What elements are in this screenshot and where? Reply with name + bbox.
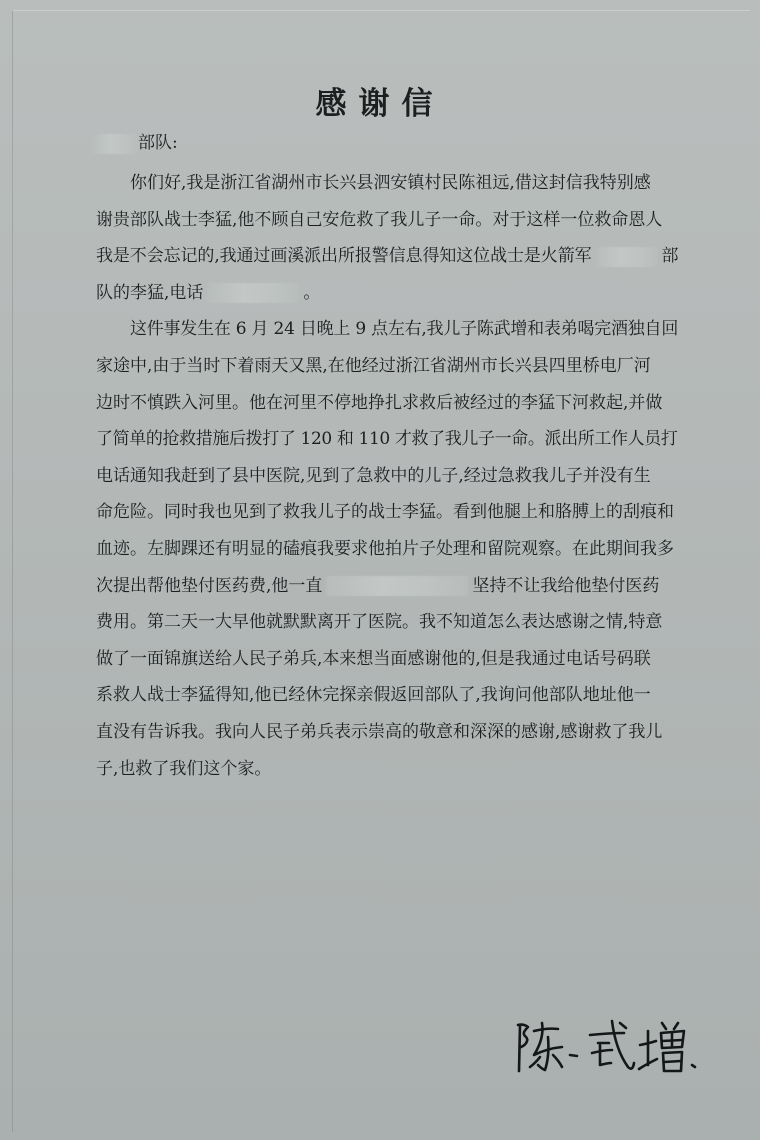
letter-line-text: 边时不慎跌入河里。他在河里不停地挣扎求救后被经过的李猛下河救起,并做 [96, 392, 663, 413]
letter-line [96, 717, 662, 747]
letter-line-text: 我是不会忘记的,我通过画溪派出所报警信息得知这位战士是火箭军 [96, 246, 592, 267]
letter-line-text: 血迹。左脚踝还有明显的磕痕我要求他拍片子处理和留院观察。在此期间我多 [96, 539, 674, 559]
letter-line-text: 直没有告诉我。我向人民子弟兵表示崇高的敬意和深深的感谢,感谢救了我儿 [96, 722, 663, 742]
redacted-text [326, 576, 468, 596]
handwritten-signature [512, 1015, 702, 1077]
letter-line [96, 754, 271, 784]
redacted-text [596, 247, 658, 267]
letter-line [96, 205, 662, 235]
redacted-unit-name [92, 134, 138, 154]
letter-line [96, 607, 662, 637]
letter-line-text: 你们好,我是浙江省湖州市长兴县泗安镇村民陈祖远,借这封信我特别感 [130, 173, 651, 193]
letter-line-text: 做了一面锦旗送给人民子弟兵,本来想当面感谢他的,但是我通过电话号码联 [96, 648, 651, 669]
letter-line-text: 了简单的抢救措施后拨打了 120 和 110 才救了我儿子一命。派出所工作人员打 [96, 429, 678, 450]
letter-line-text: 队的李猛,电话 [96, 282, 204, 303]
redacted-text [207, 283, 299, 303]
letter-line-text: 谢贵部队战士李猛,他不顾自己安危救了我儿子一命。对于这样一位救命恩人 [96, 209, 663, 230]
salutation [92, 131, 178, 155]
letter-line-text-after: 。 [303, 282, 321, 303]
letter-line [96, 534, 674, 564]
letter-line-text-after: 部 [661, 246, 679, 267]
letter-line [96, 497, 674, 527]
letter-title: 感谢信 [315, 86, 445, 122]
letter-line-text: 系救人战士李猛得知,他已经休完探亲假返回部队了,我询问他部队地址他一 [96, 685, 651, 706]
letter-line [96, 351, 651, 381]
letter-line [130, 314, 678, 344]
letter-line-text-after: 坚持不让我给他垫付医药 [472, 575, 660, 596]
letter-line-text: 命危险。同时我也见到了救我儿子的战士李猛。看到他腿上和胳膊上的刮痕和 [96, 502, 674, 523]
letter-line-text: 这件事发生在 6 月 24 日晚上 9 点左右,我儿子陈武增和表弟喝完酒独自回 [130, 319, 679, 340]
letter-line-text: 电话通知我赶到了县中医院,见到了急救中的儿子,经过急救我儿子并没有生 [96, 465, 651, 486]
letter-line [96, 644, 651, 674]
letter-line-text: 家途中,由于当时下着雨天又黑,在他经过浙江省湖州市长兴县四里桥电厂河 [96, 356, 651, 376]
letter-line [96, 388, 662, 418]
letter-line [130, 168, 651, 198]
letter-line [96, 461, 651, 491]
salutation-text: 部队: [138, 133, 178, 153]
letter-line-text: 子,也救了我们这个家。 [96, 758, 272, 779]
letter-line [96, 424, 678, 454]
letter-line-text: 费用。第二天一大早他就默默离开了医院。我不知道怎么表达感谢之情,特意 [96, 612, 663, 633]
letter-line-text: 次提出帮他垫付医药费,他一直 [96, 575, 323, 596]
letter-line [96, 241, 678, 271]
letter-line [96, 278, 320, 308]
letter-line [96, 680, 651, 710]
letter-line [96, 571, 659, 601]
